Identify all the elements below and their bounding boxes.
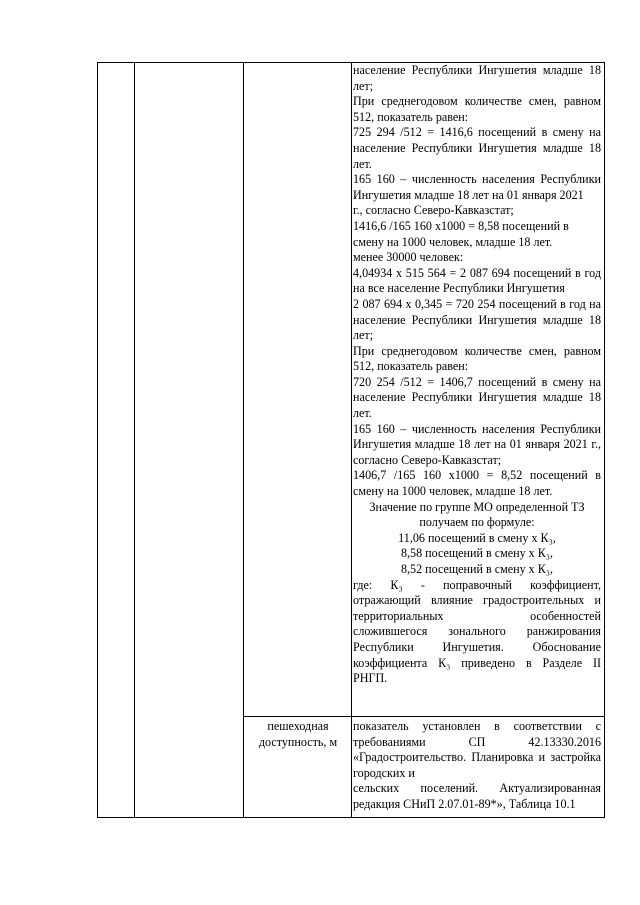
text-line: 8,52 посещений в смену х К₃,: [400, 562, 554, 576]
table-border-bottom: [97, 817, 605, 818]
text-line: смену на 1000 человек, младше 18 лет.: [353, 484, 553, 499]
text-line: городских и: [353, 765, 415, 780]
calculation-cell: [353, 63, 601, 687]
text-line: на все население Республики Ингушетия: [353, 281, 565, 296]
text-line: Ингушетия младше 18 лет на 01 января 2021 г.,: [353, 437, 601, 452]
table-divider-1: [134, 62, 135, 818]
text-line: 2 087 694 х 0,345 = 720 254 посещений в год на: [353, 296, 601, 311]
text-line: редакция СНиП 2.07.01-89*», Таблица 10.1: [353, 796, 576, 811]
text-line: Республики Ингушетия. Обоснование: [353, 639, 601, 654]
text-line: г., согласно Северо-Кавказстат;: [353, 203, 514, 218]
text-line: лет;: [353, 78, 374, 93]
text-line: 512, показатель равен:: [353, 359, 469, 374]
text-line: 8,58 посещений в смену х К₃,: [400, 546, 554, 561]
text-line: где: К₃ - поправочный коэффициент,: [353, 577, 601, 592]
table-border-right: [604, 62, 605, 818]
text-line: 165 160 – численность населения Республики: [353, 421, 601, 436]
text-line: территориальных особенностей: [353, 608, 601, 623]
text-line: смену на 1000 человек, младше 18 лет.: [353, 234, 553, 249]
text-line: При среднегодовом количестве смен, равном: [353, 94, 601, 109]
text-line: отражающий влияние градостроительных и: [353, 593, 601, 608]
indicator-cell: [244, 719, 352, 750]
text-line: 4,04934 х 515 564 = 2 087 694 посещений в год: [353, 265, 601, 280]
text-line: согласно Северо-Кавказстат;: [353, 452, 502, 467]
text-line: население Республики Ингушетия младше 18: [353, 63, 601, 77]
text-line: сложившегося зонального ранжирования: [353, 624, 601, 639]
table-border-left: [97, 62, 98, 818]
text-line: 11,06 посещений в смену х К₃,: [398, 530, 556, 545]
table-divider-2: [243, 62, 244, 818]
text-line: доступность, м: [258, 734, 338, 749]
text-line: население Республики Ингушетия младше 18: [353, 140, 601, 155]
text-line: 165 160 – численность населения Республики: [353, 172, 601, 187]
text-line: сельских поселений. Актуализированная: [353, 781, 601, 796]
text-line: менее 30000 человек:: [353, 250, 464, 265]
text-line: «Градостроительство. Планировка и застройка: [353, 750, 601, 765]
text-line: 1406,7 /165 160 х1000 = 8,52 посещений в: [353, 468, 601, 483]
text-line: 512, показатель равен:: [353, 109, 469, 124]
text-line: коэффициента К₃ приведено в Разделе II: [353, 655, 601, 670]
text-line: показатель установлен в соответствии с: [353, 719, 601, 733]
text-line: лет.: [353, 406, 372, 421]
text-line: РНГП.: [353, 671, 388, 686]
text-line: лет;: [353, 328, 374, 343]
text-line: пешеходная: [267, 719, 329, 733]
table-row-divider: [243, 716, 605, 717]
text-line: требованиями СП 42.13330.2016: [353, 734, 601, 749]
text-line: получаем по формуле:: [419, 515, 535, 530]
table-divider-3: [351, 62, 352, 818]
text-line: При среднегодовом количестве смен, равном: [353, 343, 601, 358]
text-line: 725 294 /512 = 1416,6 посещений в смену на: [353, 125, 601, 140]
text-line: Ингушетия младше 18 лет на 01 января 2021: [353, 187, 584, 202]
text-line: 720 254 /512 = 1406,7 посещений в смену на: [353, 374, 601, 389]
text-line: население Республики Ингушетия младше 18: [353, 312, 601, 327]
rationale-cell: [353, 719, 601, 813]
text-line: 1416,6 /165 160 х1000 = 8,58 посещений в: [353, 218, 569, 233]
text-line: лет.: [353, 156, 372, 171]
text-line: население Республики Ингушетия младше 18: [353, 390, 601, 405]
text-line: Значение по группе МО определенной ТЗ: [369, 499, 585, 514]
